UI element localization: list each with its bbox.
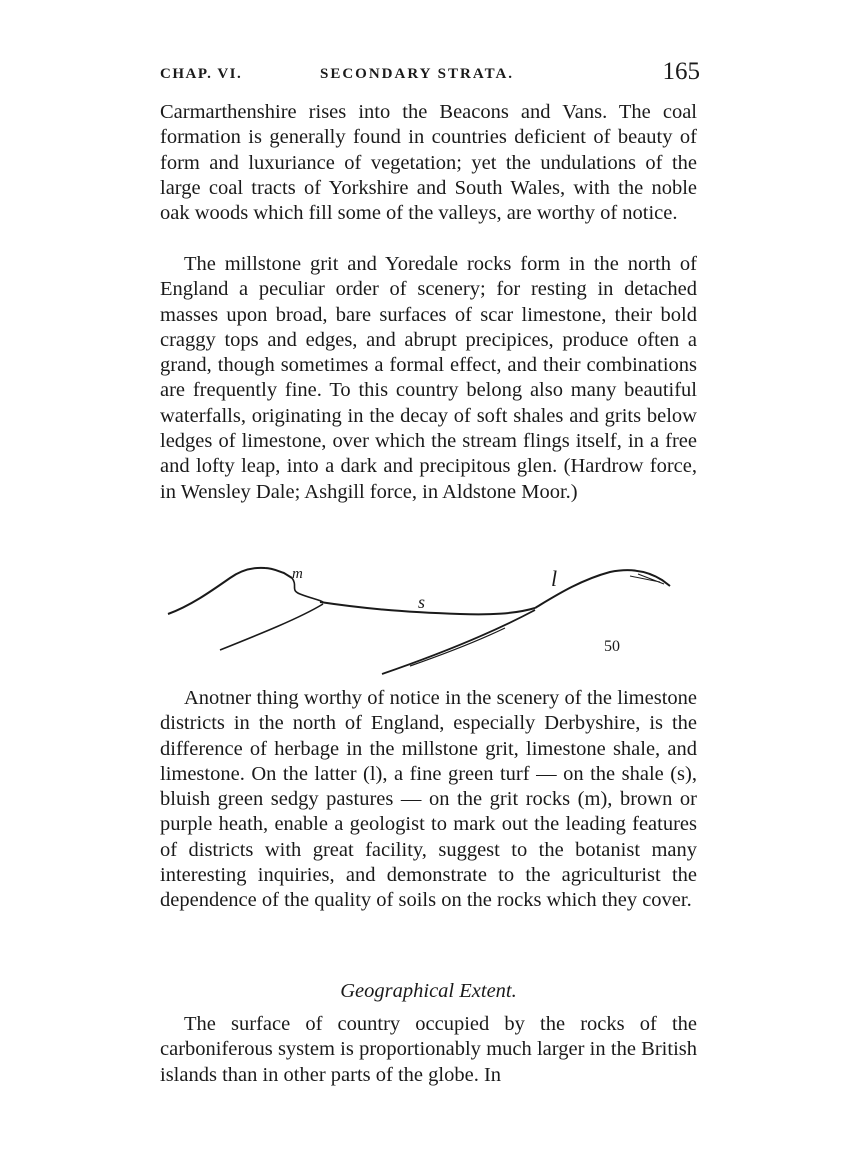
section-heading: Geographical Extent.	[340, 980, 517, 1002]
paragraph-geographical-extent: The surface of country occupied by the rocks of the carboniferous system is proportionably much larger in the British islands than in other parts of the globe. In	[160, 1013, 697, 1086]
label-limestone: l	[551, 566, 558, 591]
paragraph-scenery-coal: Carmarthenshire rises into the Beacons and Vans. The coal formation is generally found in countries deficient of beauty of form and luxuriance of vegetation; yet the undulations of the large coal tracts of Yorkshire and South Wales, with the noble oak woods which fill some of the valleys, are worthy of notice.	[160, 101, 697, 225]
grit-hill-outline	[168, 568, 292, 614]
right-dipping-bed	[382, 610, 535, 674]
figure-number: 50	[604, 638, 620, 655]
chapter-label: CHAP. VI.	[160, 66, 243, 82]
strata-section-figure	[160, 562, 680, 682]
label-shale: s	[418, 592, 426, 612]
label-grit: m	[292, 566, 303, 582]
paragraph-millstone-grit: The millstone grit and Yoredale rocks form in the north of England a peculiar order of scenery; for resting in detached masses upon broad, bare surfaces of scar limestone, their bold craggy tops and edges, and abrupt precipices, produce often a grand, though sometimes a formal effect, and their combinations are frequently fine. To this country belong also many beautiful waterfalls, originating in the decay of soft shales and grits below ledges of limestone, over which the stream flings itself, in a free and lofty leap, into a dark and precipitous glen. (Hardrow force, in Wensley Dale; Ashgill force, in Aldstone Moor.)	[160, 253, 697, 503]
paragraph-herbage: Anotner thing worthy of notice in the scenery of the limestone districts in the north of England, especially Derbyshire, is the difference of herbage in the millstone grit, limestone shale, and limestone. On the latter (l), a fine green turf — on the shale (s), bluish green sedgy pastures — on the grit rocks (m), brown or purple heath, enable a geologist to mark out the leading features of districts with great facility, suggest to the botanist many interesting inquiries, and demonstrate to the agriculturist the dependence of the quality of soils on the rocks which they cover.	[160, 687, 697, 912]
strata-section-drawing	[160, 562, 680, 682]
running-title: SECONDARY STRATA.	[320, 66, 515, 82]
left-dipping-bed	[220, 604, 323, 650]
valley-surface	[320, 602, 535, 614]
running-head	[160, 58, 700, 90]
right-dipping-bed-inner	[410, 628, 505, 666]
page-number: 165	[662, 58, 700, 85]
